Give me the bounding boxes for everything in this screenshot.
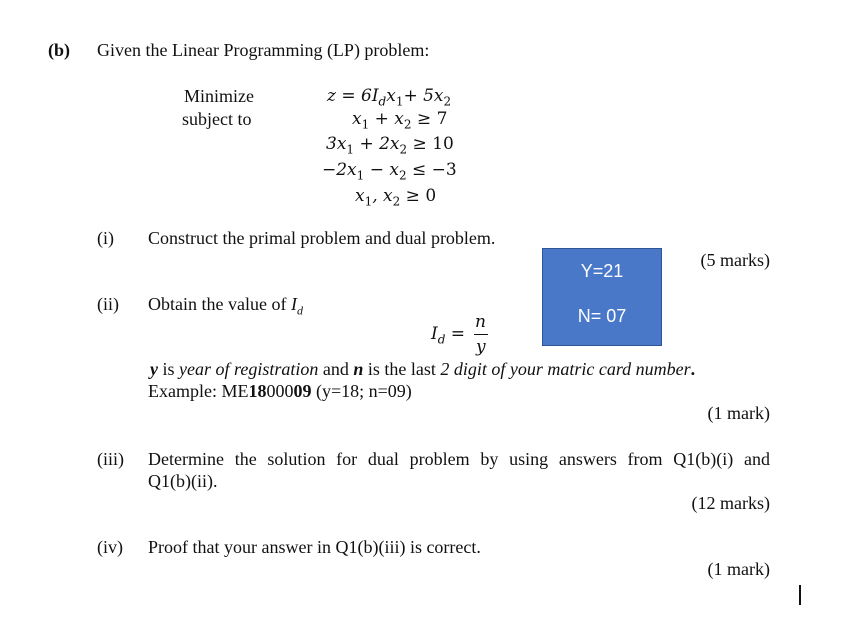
part-intro: Given the Linear Programming (LP) problem: [97,40,430,60]
formula-lhs: $I_d$ = [431,324,466,347]
question-i-number: (i) [97,228,114,248]
question-ii-text: Obtain the value of $I_d$ [148,294,303,318]
registration-info-box [542,248,662,346]
question-iii-line-2: Q1(b)(ii). [148,471,218,491]
question-i-text: Construct the primal problem and dual problem. [148,228,496,248]
variables-description: y is year of registration and n is the last 2 digit of your matric card number. [150,359,696,379]
constraint-2: $3x_1 + 2x_2 \ge 10$ [326,134,454,157]
question-iii-number: (iii) [97,449,124,469]
objective-function: $z = 6I_dx_1+ 5x_2$ [327,86,452,109]
minimize-label: Minimize [184,86,254,106]
constraint-3: $-2x_1 - x_2 \le -3$ [322,160,457,183]
text-cursor [799,585,801,605]
question-iv-marks: (1 mark) [707,559,770,579]
fraction-bar [474,334,488,335]
question-iv-text: Proof that your answer in Q1(b)(iii) is correct. [148,537,481,557]
question-i-marks: (5 marks) [700,250,770,270]
question-iii-marks: (12 marks) [691,493,770,513]
subject-to-label: subject to [182,109,252,129]
constraint-1: $x_1 + x_2 \ge 7$ [352,109,448,132]
question-iii-line-1: Determine the solution for dual problem by using answers from Q1(b)(i) and [148,449,770,469]
part-label: (b) [48,40,70,60]
question-ii-marks: (1 mark) [707,403,770,423]
constraint-nonnegativity: $x_1$, $x_2 \ge 0$ [355,186,437,209]
formula-denominator: y [476,337,486,357]
question-ii-number: (ii) [97,294,119,314]
example-line: Example: ME1800009 (y=18; n=09) [148,381,412,401]
number-value: N= 07 [577,306,627,326]
year-value: Y=21 [580,261,624,281]
formula-numerator: n [475,312,486,332]
question-iv-number: (iv) [97,537,123,557]
